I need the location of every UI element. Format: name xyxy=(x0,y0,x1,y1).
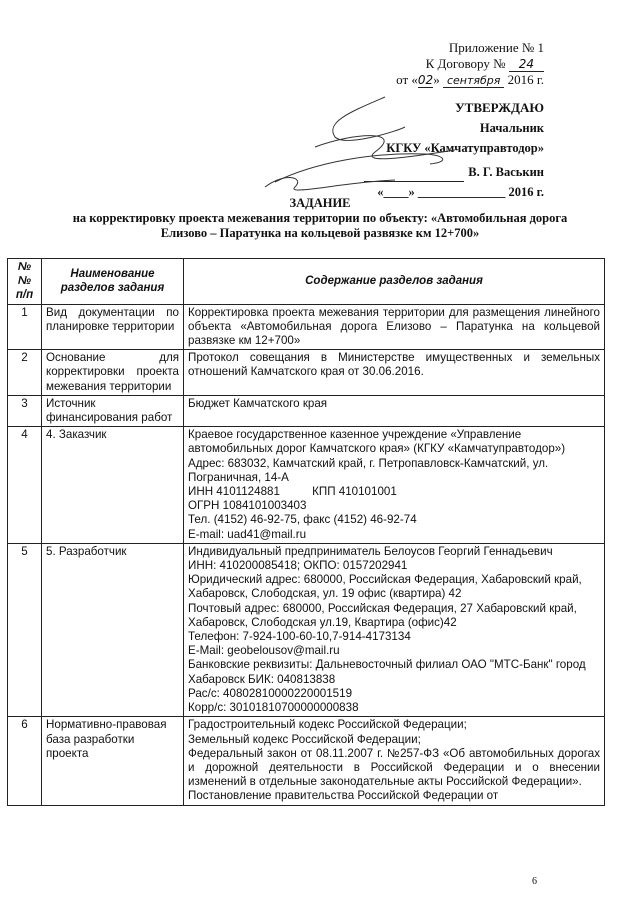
assignment-table xyxy=(7,258,605,806)
title-line-1: на корректировку проекта межевания территории по объекту: «Автомобильная дорога xyxy=(72,211,568,225)
appendix-block xyxy=(396,40,544,89)
row-name: Вид документации по планировке территории xyxy=(42,304,184,350)
table-row xyxy=(8,395,605,426)
row-number: 4 xyxy=(8,427,42,544)
content-line: Градостроительный кодекс Российской Федерации; xyxy=(188,718,467,732)
row-name: Источник финансирования работ xyxy=(42,395,184,426)
table-row xyxy=(8,543,605,716)
content-line: ИНН: 410200085418; ОКПО: 0157202941 xyxy=(188,559,408,573)
row-number: 1 xyxy=(8,304,42,350)
content-line: Земельный кодекс Российской Федерации; xyxy=(188,732,421,746)
approval-position: Начальник xyxy=(479,121,544,135)
approval-org: КГКУ «Камчатуправтодор» xyxy=(386,141,544,155)
row-content xyxy=(184,543,605,716)
approval-heading: УТВЕРЖДАЮ xyxy=(455,100,544,115)
contract-day-handwritten: 02 xyxy=(417,73,434,87)
row-number: 5 xyxy=(8,543,42,716)
table-row xyxy=(8,427,605,544)
row-name: 4. Заказчик xyxy=(42,427,184,544)
row-content xyxy=(184,395,605,426)
contract-number: К Договору № 24 xyxy=(396,56,544,72)
document-title xyxy=(0,196,640,241)
content-line: Корректировка проекта межевания территории для размещения линейного объекта «Автомобильная дорога Елизово – Паратунка на кольцевой развязке км 12+700» xyxy=(188,305,600,348)
page-number: 6 xyxy=(532,876,537,887)
content-line: E-Mail: geobelousov@mail.ru xyxy=(188,644,340,658)
content-line: Бюджет Камчатского края xyxy=(188,396,328,410)
appendix-title: Приложение № 1 xyxy=(448,40,544,55)
content-line: Почтовый адрес: 680000, Российская Федерация, 27 Хабаровский край, Хабаровск, Слободская ул.19, Квартира (офис)42 xyxy=(188,601,577,629)
content-line: Корр/с: 30101810700000000838 xyxy=(188,701,359,715)
row-content xyxy=(184,427,605,544)
contract-date: от «02» сентября 2016 г. xyxy=(396,72,544,87)
row-number: 3 xyxy=(8,395,42,426)
approval-date: «____» ______________ 2016 г. xyxy=(377,185,544,199)
row-name: Основание для корректировки проекта межевания территории xyxy=(42,350,184,396)
content-line: ИНН 4101124881 КПП 410101001 xyxy=(188,485,397,499)
content-line: Краевое государственное казенное учреждение «Управление автомобильных дорог Камчатского края» (КГКУ «Камчатуправтодор») xyxy=(188,428,566,456)
content-line: Протокол совещания в Министерстве имущественных и земельных отношений Камчатского края от 30.06.2016. xyxy=(188,351,600,379)
content-line: Адрес: 683032, Камчатский край, г. Петропавловск-Камчатский, ул. Пограничная, 14-А xyxy=(188,456,549,484)
table-header-row xyxy=(8,259,605,305)
signature-scribble xyxy=(255,92,475,202)
row-number: 2 xyxy=(8,350,42,396)
contract-number-handwritten: 24 xyxy=(509,57,544,72)
table-row xyxy=(8,350,605,396)
row-name: Нормативно-правовая база разработки проекта xyxy=(42,717,184,805)
header-section-name: Наименование разделов задания xyxy=(42,259,184,305)
header-number: №№ п/п xyxy=(8,259,42,305)
content-line: Юридический адрес: 680000, Российская Федерация, Хабаровский край, Хабаровск, Слободская, ул. 19 офис (квартира) 42 xyxy=(188,573,582,601)
content-line: Федеральный закон от 08.11.2007 г. №257-ФЗ «Об автомобильных дорогах и дорожной деятельности в Российской Федерации и о внесении изменений в отдельные законодательные акты Российской Федерации». xyxy=(188,746,600,789)
title-heading: ЗАДАНИЕ xyxy=(289,196,351,210)
row-name: 5. Разработчик xyxy=(42,543,184,716)
content-line: Тел. (4152) 46-92-75, факс (4152) 46-92-74 xyxy=(188,513,417,527)
contract-month-handwritten: сентября xyxy=(443,74,504,88)
header-section-content: Содержание разделов задания xyxy=(184,259,605,305)
content-line: Банковские реквизиты: Дальневосточный филиал ОАО "МТС-Банк" город Хабаровск БИК: 040813838 xyxy=(188,658,586,686)
content-line: ОГРН 1084101003403 xyxy=(188,499,307,513)
title-line-2: Елизово – Паратунка на кольцевой развязке км 12+700» xyxy=(160,226,480,240)
content-line: Постановление правительства Российской Федерации от xyxy=(188,789,499,803)
row-number: 6 xyxy=(8,717,42,805)
approval-signer: В. Г. Васькин xyxy=(364,162,544,182)
content-line: Телефон: 7-924-100-60-10,7-914-4173134 xyxy=(188,630,411,644)
table-row xyxy=(8,717,605,805)
content-line: Рас/с: 40802810000220001519 xyxy=(188,686,353,700)
row-content xyxy=(184,350,605,396)
row-content xyxy=(184,304,605,350)
content-line: Индивидуальный предприниматель Белоусов Георгий Геннадьевич xyxy=(188,544,553,558)
table-row xyxy=(8,304,605,350)
row-content xyxy=(184,717,605,805)
content-line: E-mail: uad41@mail.ru xyxy=(188,527,307,541)
